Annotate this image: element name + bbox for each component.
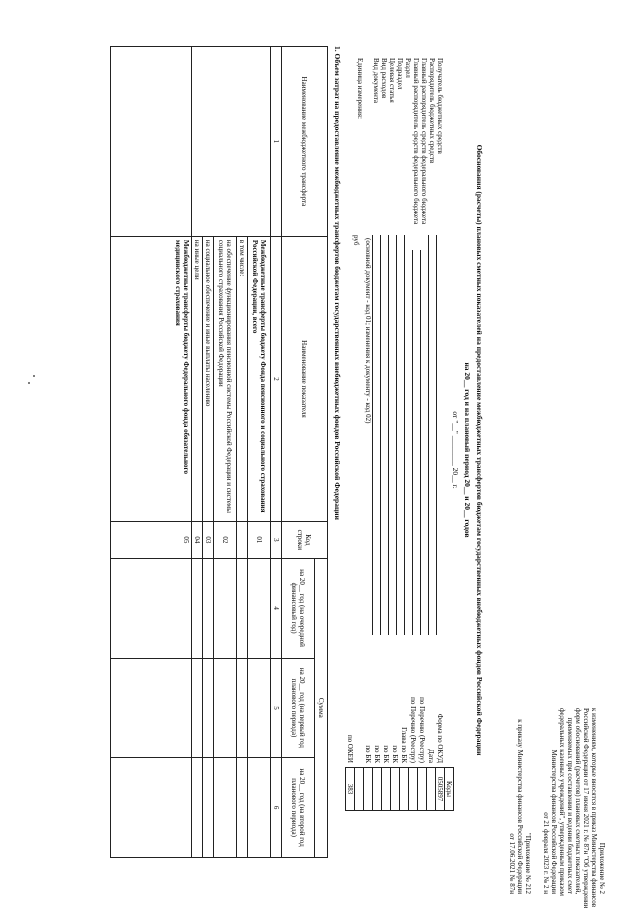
indicator-cell: на социальное обеспечение и иные выплаты населению	[203, 236, 214, 521]
field-label: Единица измерения:	[356, 58, 364, 119]
sum-cell	[237, 758, 248, 858]
field-label: Целевая статья	[388, 58, 396, 103]
row-code: 02	[214, 522, 237, 559]
row-code: 04	[192, 522, 203, 559]
sum-cell	[214, 658, 237, 758]
column-header-code: Код строки	[282, 522, 328, 559]
column-number: 4	[271, 558, 282, 658]
sum-cell	[192, 658, 203, 758]
appendix-note	[542, 708, 606, 908]
document-title: Обоснования (расчеты) плановых сметных показателей на предоставление межбюджетных трансфертов бюджетам государственных внебюджетных фондов Российской Федерации	[475, 144, 484, 756]
field-underline	[396, 235, 397, 635]
sum-cell	[248, 558, 271, 658]
sum-cell	[248, 758, 271, 858]
code-value	[400, 768, 409, 811]
sum-cell	[111, 558, 192, 658]
field-underline	[404, 235, 405, 635]
appendix-reference	[508, 708, 532, 894]
field-underline	[412, 250, 413, 635]
field-label: Подраздел	[396, 58, 404, 90]
column-number: 1	[271, 47, 282, 237]
appendix-note-line: от 21 февраля 2023 г. № 2 н	[542, 812, 550, 894]
field-label: Главный распорядитель средств федерального бюджета	[412, 58, 420, 225]
appendix-ref-line: от 17.06.2021 № 87н	[508, 833, 516, 894]
field-label: Распорядитель бюджетных средств	[428, 58, 436, 164]
table-row	[248, 47, 271, 858]
code-label: по БК	[364, 745, 372, 763]
sum-cell	[192, 558, 203, 658]
sum-cell	[237, 658, 248, 758]
transfers-table	[110, 46, 328, 858]
row-code: 01	[248, 522, 271, 559]
code-label: по Перечню (Реестру)	[418, 697, 426, 763]
code-value	[409, 768, 418, 811]
column-header-transfer: Наименование межбюджетного трансферта	[282, 47, 328, 237]
appendix-note-line: к изменениям, которые вносятся в приказ Министерства финансов	[590, 708, 598, 908]
document-date: от "__" ________ 20__ г.	[451, 411, 460, 489]
field-label: Главный распорядитель средств федерального бюджета	[420, 58, 428, 225]
sum-cell	[214, 758, 237, 858]
sum-cell	[214, 558, 237, 658]
sum-cell	[203, 758, 214, 858]
field-underline	[372, 235, 373, 635]
appendix-note-line: Министерства финансов Российской Федерации	[550, 749, 558, 894]
field-label: Вид расходов	[380, 58, 388, 99]
sum-cell	[111, 658, 192, 758]
field-label: Вид документа	[372, 58, 380, 104]
unit-value: руб	[352, 235, 360, 246]
field-underline	[436, 235, 437, 635]
codes-table	[345, 640, 454, 811]
sum-cell	[203, 558, 214, 658]
indicator-cell: на иные цели	[192, 236, 203, 521]
scan-speck	[28, 382, 30, 384]
indicator-cell: Межбюджетные трансферты бюджету Фонда пенсионного и социального страхования Российской Федерации, всего	[248, 236, 271, 521]
column-number: 5	[271, 658, 282, 758]
code-value	[427, 768, 436, 811]
code-label: по Перечню (Реестру)	[409, 697, 417, 763]
sum-cell	[203, 658, 214, 758]
field-underline	[428, 235, 429, 635]
field-label: Раздел	[404, 58, 412, 78]
code-label: Форма по ОКУД	[436, 713, 444, 763]
document-subtitle: на 20__ год и на плановый период 20__ и 20__ годов	[463, 362, 472, 538]
field-labels	[356, 58, 444, 224]
column-number: 6	[271, 758, 282, 858]
appendix-note-line: Российской Федерации от 17 июня 2021 г. № 87н "Об утверждении	[582, 708, 590, 908]
code-label: по ОКЕИ	[346, 734, 354, 763]
transfer-name-cell	[192, 47, 271, 237]
code-value: 383	[346, 768, 355, 811]
code-value	[355, 768, 364, 811]
code-value: 0505897	[436, 768, 445, 811]
field-label: Получатель бюджетных средств	[436, 58, 444, 154]
column-header-indicator: Наименование показателя	[282, 236, 328, 521]
column-header-year1: на 20__ год (на очередной финансовый год)	[282, 558, 315, 658]
row-code	[237, 522, 248, 559]
scan-speck	[33, 375, 35, 377]
appendix-note-line: применяемых при составлении и ведении бюджетных смет	[566, 717, 574, 894]
column-header-year2: на 20__ год (на первый год планового периода)	[282, 658, 315, 758]
column-number: 3	[271, 522, 282, 559]
code-label: по БК	[382, 745, 390, 763]
appendix-note-line: форм обоснований (расчетов) плановых сметных показателей,	[574, 708, 582, 895]
section-title: 1. Объем затрат на предоставление межбюджетных трансфертов бюджетам государственных внебюджетных фондов Российской Федерации	[333, 46, 342, 520]
code-label: по БК	[391, 745, 399, 763]
code-value	[373, 768, 382, 811]
code-label: по БК	[373, 745, 381, 763]
sum-cell	[192, 758, 203, 858]
sum-cell	[248, 658, 271, 758]
row-code: 03	[203, 522, 214, 559]
appendix-ref-line: "Приложение № 212	[524, 832, 532, 894]
code-value	[391, 768, 400, 811]
table-row	[111, 47, 192, 858]
column-number: 2	[271, 236, 282, 521]
field-underline	[420, 250, 421, 635]
code-value	[382, 768, 391, 811]
code-label: Дата	[427, 749, 435, 763]
indicator-cell: на обеспечение функционирования пенсионной системы Российской Федерации и системы социального страхования Российской Федерации	[214, 236, 237, 521]
sum-cell	[237, 558, 248, 658]
transfer-name-cell	[111, 47, 192, 237]
code-value	[364, 768, 373, 811]
code-label: Глава по БК	[400, 727, 408, 763]
codes-header: Коды	[445, 768, 454, 811]
appendix-note-line: федеральных казенных учреждений", утвержденным приказом	[558, 708, 566, 896]
indicator-cell: в том числе:	[237, 236, 248, 521]
appendix-note-line: Приложение № 2	[598, 842, 606, 894]
row-code: 05	[111, 522, 192, 559]
document-kind-hint: (основной документ - код 01; изменения к документу - код 02)	[364, 238, 372, 424]
field-underline	[380, 235, 381, 635]
sum-cell	[111, 758, 192, 858]
appendix-ref-line: к приказу Министерства финансов Российской Федерации	[516, 719, 524, 894]
column-header-sums: Сумма	[315, 558, 328, 857]
code-value	[418, 768, 427, 811]
field-underline	[388, 235, 389, 635]
indicator-cell: Межбюджетные трансферты бюджету Федерального фонда обязательного медицинского страхования	[111, 236, 192, 521]
column-header-year3: на 20__ год (на второй год планового периода)	[282, 758, 315, 858]
code-label	[355, 640, 364, 768]
